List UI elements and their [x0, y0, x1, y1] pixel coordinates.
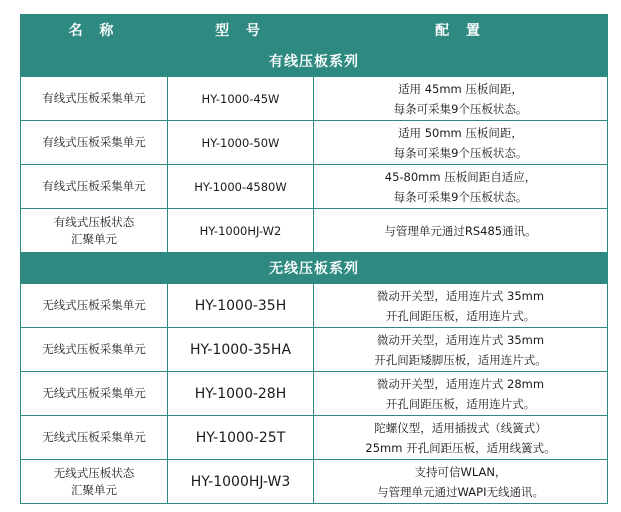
product-config [314, 165, 608, 209]
product-name-line: 汇聚单元 [71, 482, 117, 497]
product-config-line: 25mm 开孔间距压板，适用线簧式。 [365, 440, 556, 455]
product-config-line: 45-80mm 压板间距自适应， [384, 169, 537, 184]
product-model: HY-1000-50W [168, 121, 314, 165]
product-model: HY-1000-28H [168, 372, 314, 416]
product-model: HY-1000-45W [168, 77, 314, 121]
product-config-line: 微动开关型，适用连片式 28mm [376, 376, 545, 391]
product-config-line: 开孔间距矮脚压板，适用连片式。 [374, 352, 547, 367]
product-config [314, 328, 608, 372]
product-config [314, 416, 608, 460]
product-name [21, 416, 168, 460]
product-name [21, 284, 168, 328]
section-title: 有线压板系列 [21, 46, 608, 77]
section-row [21, 46, 608, 77]
product-name [21, 77, 168, 121]
product-name-line: 无线式压板状态 [53, 465, 135, 480]
table-row [21, 77, 608, 121]
product-model: HY-1000HJ-W2 [168, 209, 314, 253]
product-config-line: 每条可采集9个压板状态。 [393, 189, 528, 204]
product-config-line: 每条可采集9个压板状态。 [393, 145, 528, 160]
product-name [21, 460, 168, 504]
product-name-line: 有线式压板采集单元 [42, 91, 146, 105]
product-spec-table [20, 14, 608, 504]
product-config-line: 适用 50mm 压板间距， [398, 125, 523, 140]
product-config-line: 与管理单元通过RS485通讯。 [384, 223, 537, 238]
table-row [21, 372, 608, 416]
product-name-line: 汇聚单元 [71, 231, 117, 246]
product-config-line: 支持可信WLAN， [414, 464, 507, 479]
header-config: 配 置 [314, 15, 608, 46]
product-config-line: 开孔间距压板，适用连片式。 [385, 308, 536, 323]
table-row [21, 121, 608, 165]
header-model: 型 号 [168, 15, 314, 46]
product-model: HY-1000-35HA [168, 328, 314, 372]
table-body [21, 46, 608, 504]
product-model: HY-1000-4580W [168, 165, 314, 209]
table-row [21, 165, 608, 209]
product-name-line: 有线式压板采集单元 [42, 179, 146, 193]
table-header-row [21, 15, 608, 46]
product-config-line: 适用 45mm 压板间距， [398, 81, 523, 96]
section-title: 无线压板系列 [21, 253, 608, 284]
section-row [21, 253, 608, 284]
product-model: HY-1000-25T [168, 416, 314, 460]
product-name [21, 209, 168, 253]
header-name: 名 称 [21, 15, 168, 46]
product-name [21, 121, 168, 165]
product-config [314, 284, 608, 328]
table-row [21, 416, 608, 460]
product-model: HY-1000HJ-W3 [168, 460, 314, 504]
product-config [314, 460, 608, 504]
product-config-line: 微动开关型，适用连片式 35mm [376, 288, 545, 303]
table-row [21, 460, 608, 504]
product-name-line: 无线式压板采集单元 [42, 430, 146, 444]
table-row [21, 328, 608, 372]
product-config [314, 372, 608, 416]
product-config-line: 每条可采集9个压板状态。 [393, 101, 528, 116]
product-name-line: 无线式压板采集单元 [42, 386, 146, 400]
product-name-line: 无线式压板采集单元 [42, 342, 146, 356]
product-model: HY-1000-35H [168, 284, 314, 328]
product-config-line: 与管理单元通过WAPI无线通讯。 [377, 484, 544, 499]
product-name [21, 165, 168, 209]
table-row [21, 209, 608, 253]
product-config [314, 77, 608, 121]
product-config-line: 开孔间距压板，适用连片式。 [385, 396, 536, 411]
product-name-line: 无线式压板采集单元 [42, 298, 146, 312]
product-name-line: 有线式压板状态 [53, 214, 135, 229]
product-config-line: 微动开关型，适用连片式 35mm [376, 332, 545, 347]
product-name-line: 有线式压板采集单元 [42, 135, 146, 149]
product-name [21, 372, 168, 416]
product-config [314, 121, 608, 165]
table-row [21, 284, 608, 328]
product-config-line: 陀螺仪型，适用插拔式（线簧式） [374, 420, 547, 435]
product-name [21, 328, 168, 372]
product-config [314, 209, 608, 253]
